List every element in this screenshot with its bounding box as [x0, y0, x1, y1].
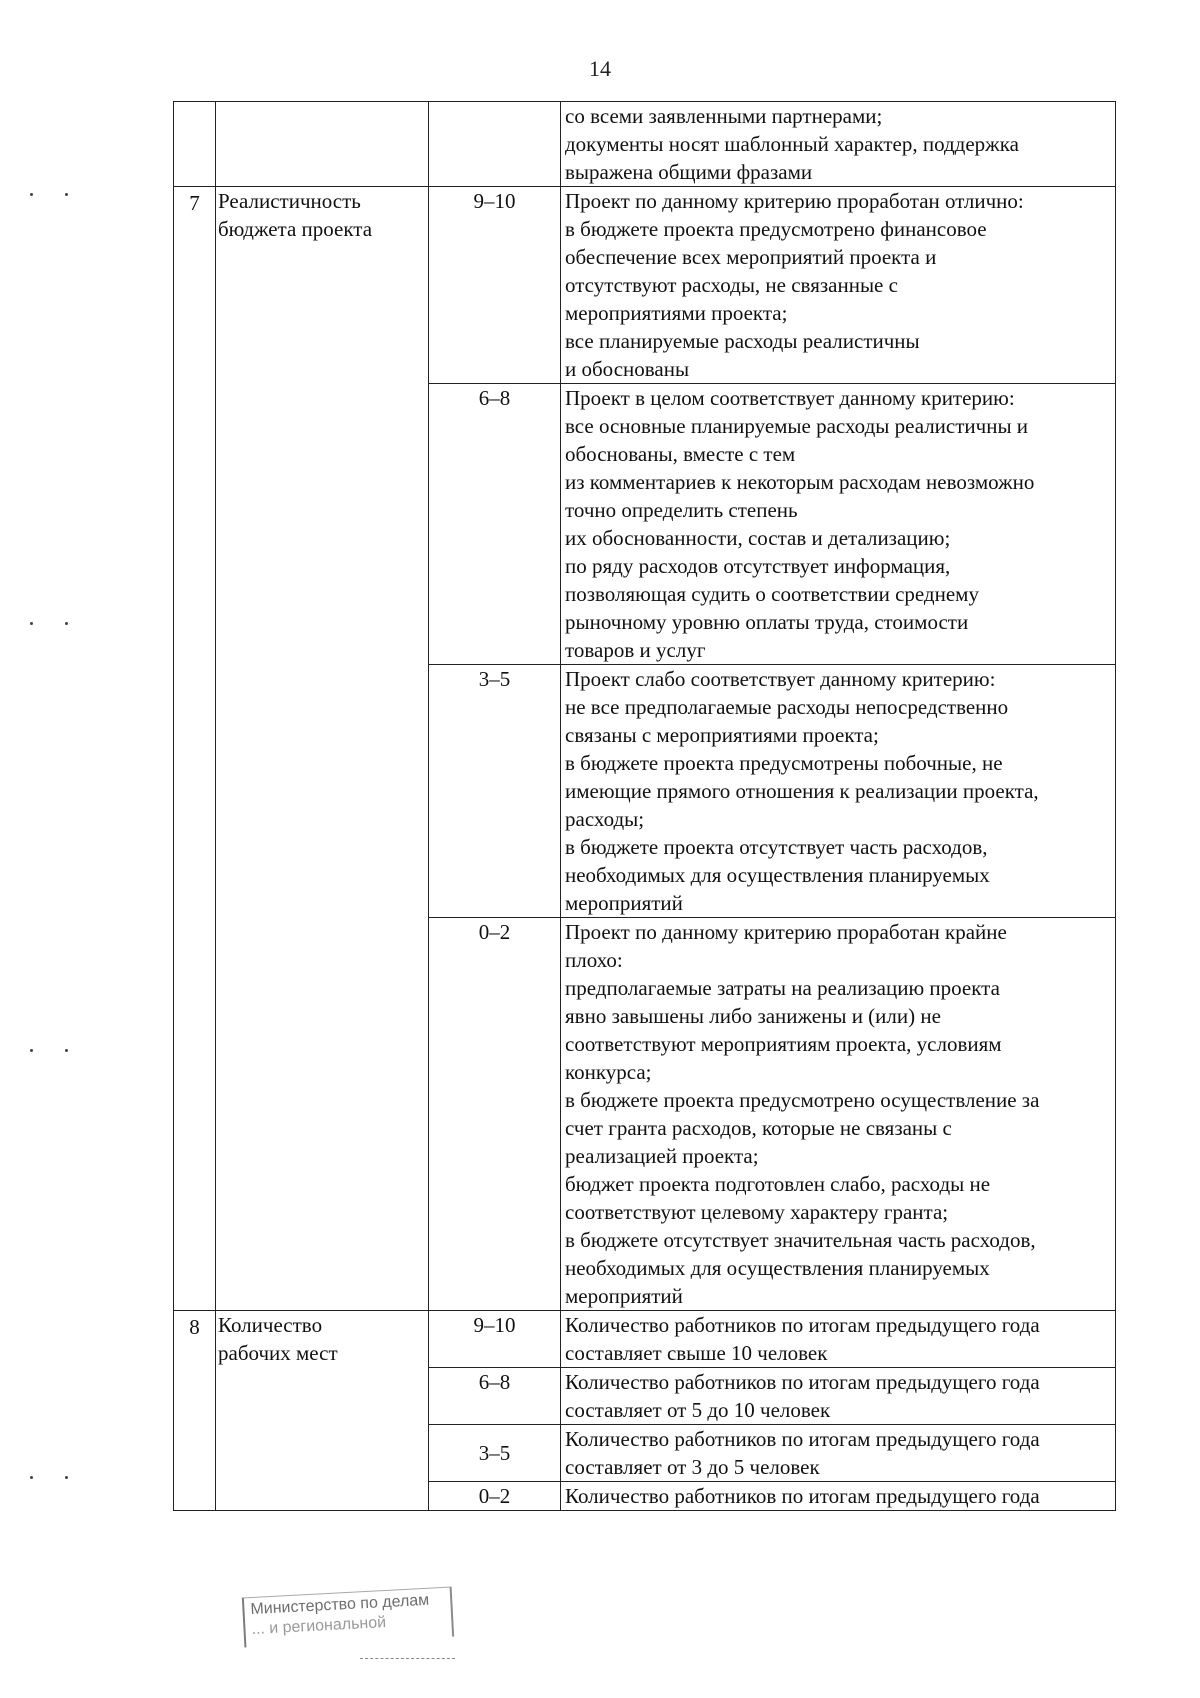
table-row	[174, 187, 1116, 384]
description-line: бюджет проекта подготовлен слабо, расходы не	[565, 1172, 991, 1196]
description-line: Проект в целом соответствует данному критерию:	[565, 386, 1015, 410]
score-description-cell	[561, 187, 1116, 384]
description-line: Количество работников по итогам предыдущего года	[565, 1484, 1040, 1508]
score-range-cell: 6–8	[429, 1368, 561, 1425]
score-description-cell	[561, 665, 1116, 918]
description-line: в бюджете проекта предусмотрено финансовое	[565, 217, 987, 241]
criterion-name-line: рабочих мест	[218, 1341, 338, 1365]
description-line: предполагаемые затраты на реализацию проекта	[565, 976, 1000, 1000]
description-line: из комментариев к некоторым расходам невозможно	[565, 470, 1035, 494]
score-description-cell	[561, 384, 1116, 665]
description-line: в бюджете проекта отсутствует часть расходов,	[565, 835, 988, 859]
criterion-name-cell	[216, 102, 429, 187]
description-line: Проект по данному критерию проработан крайне	[565, 920, 1007, 944]
table-row	[174, 102, 1116, 187]
description-line: документы носят шаблонный характер, поддержка	[565, 132, 1019, 156]
score-range-cell	[429, 102, 561, 187]
description-line: составляет свыше 10 человек	[565, 1341, 828, 1365]
page-number: 14	[589, 56, 611, 81]
scan-dot	[30, 193, 33, 196]
criterion-name-line: Количество	[218, 1313, 323, 1337]
description-line: в бюджете отсутствует значительная часть расходов,	[565, 1228, 1036, 1252]
description-line: составляет от 3 до 5 человек	[565, 1455, 820, 1479]
criterion-name-cell	[216, 187, 429, 1311]
description-line: позволяющая судить о соответствии среднему	[565, 582, 979, 606]
score-range-cell: 3–5	[429, 1425, 561, 1482]
scan-dot	[65, 1476, 68, 1479]
scan-dot	[65, 622, 68, 625]
criterion-name-line: Реалистичность	[218, 189, 361, 213]
scan-dot	[65, 193, 68, 196]
score-range-cell: 6–8	[429, 384, 561, 665]
score-range-cell: 0–2	[429, 918, 561, 1311]
score-description-cell	[561, 1368, 1116, 1425]
description-line: реализацией проекта;	[565, 1144, 759, 1168]
description-line: в бюджете проекта предусмотрено осуществление за	[565, 1088, 1040, 1112]
scan-dot	[30, 1049, 33, 1052]
criterion-name-line: бюджета проекта	[218, 217, 373, 241]
description-line: со всеми заявленными партнерами;	[565, 104, 883, 128]
criterion-number-cell	[174, 102, 216, 187]
description-line: связаны с мероприятиями проекта;	[565, 723, 879, 747]
description-line: обоснованы, вместе с тем	[565, 442, 796, 466]
score-range-cell: 3–5	[429, 665, 561, 918]
description-line: явно завышены либо занижены и (или) не	[565, 1004, 941, 1028]
description-line: соответствуют целевому характеру гранта;	[565, 1200, 949, 1224]
stamp-line: Министерство по делам	[250, 1591, 430, 1619]
description-line: мероприятий	[565, 891, 683, 915]
criterion-number-cell: 8	[174, 1311, 216, 1511]
stamp-underline	[360, 1658, 455, 1659]
description-line: счет гранта расходов, которые не связаны с	[565, 1116, 952, 1140]
description-line: необходимых для осуществления планируемых	[565, 1256, 990, 1280]
description-line: и обоснованы	[565, 357, 690, 381]
description-line: необходимых для осуществления планируемых	[565, 863, 990, 887]
description-line: расходы;	[565, 807, 645, 831]
scan-dot	[65, 1049, 68, 1052]
description-line: по ряду расходов отсутствует информация,	[565, 554, 951, 578]
scan-dot	[30, 1476, 33, 1479]
description-line: Проект слабо соответствует данному критерию:	[565, 667, 996, 691]
score-description-cell	[561, 1482, 1116, 1511]
criteria-table	[173, 101, 1116, 1511]
description-line: рыночному уровню оплаты труда, стоимости	[565, 610, 969, 634]
description-line: составляет от 5 до 10 человек	[565, 1398, 831, 1422]
score-description-cell	[561, 1425, 1116, 1482]
description-line: точно определить степень	[565, 498, 798, 522]
score-range-cell: 9–10	[429, 1311, 561, 1368]
description-line: Количество работников по итогам предыдущего года	[565, 1313, 1040, 1337]
stamp-line: ... и региональной	[251, 1614, 387, 1639]
description-line: все планируемые расходы реалистичны	[565, 329, 920, 353]
score-range-cell: 0–2	[429, 1482, 561, 1511]
description-line: имеющие прямого отношения к реализации проекта,	[565, 779, 1039, 803]
description-line: мероприятиями проекта;	[565, 301, 788, 325]
description-line: товаров и услуг	[565, 638, 706, 662]
description-line: не все предполагаемые расходы непосредственно	[565, 695, 1009, 719]
description-line: Количество работников по итогам предыдущего года	[565, 1370, 1040, 1394]
description-line: их обоснованности, состав и детализацию;	[565, 526, 951, 550]
description-line: конкурса;	[565, 1060, 652, 1084]
description-line: отсутствуют расходы, не связанные с	[565, 273, 898, 297]
criterion-number-cell: 7	[174, 187, 216, 1311]
description-line: в бюджете проекта предусмотрены побочные, не	[565, 751, 1003, 775]
description-line: обеспечение всех мероприятий проекта и	[565, 245, 937, 269]
scan-dot	[30, 622, 33, 625]
description-line: плохо:	[565, 948, 623, 972]
score-description-cell	[561, 918, 1116, 1311]
description-line: Количество работников по итогам предыдущего года	[565, 1427, 1040, 1451]
description-line: все основные планируемые расходы реалистичны и	[565, 414, 1029, 438]
ministry-stamp	[242, 1587, 454, 1648]
description-line: мероприятий	[565, 1284, 683, 1308]
table-row	[174, 1311, 1116, 1368]
score-description-cell	[561, 102, 1116, 187]
description-line: выражена общими фразами	[565, 160, 813, 184]
description-line: соответствуют мероприятиям проекта, условиям	[565, 1032, 1002, 1056]
description-line: Проект по данному критерию проработан отлично:	[565, 189, 1024, 213]
criterion-name-cell	[216, 1311, 429, 1511]
score-range-cell: 9–10	[429, 187, 561, 384]
score-description-cell	[561, 1311, 1116, 1368]
